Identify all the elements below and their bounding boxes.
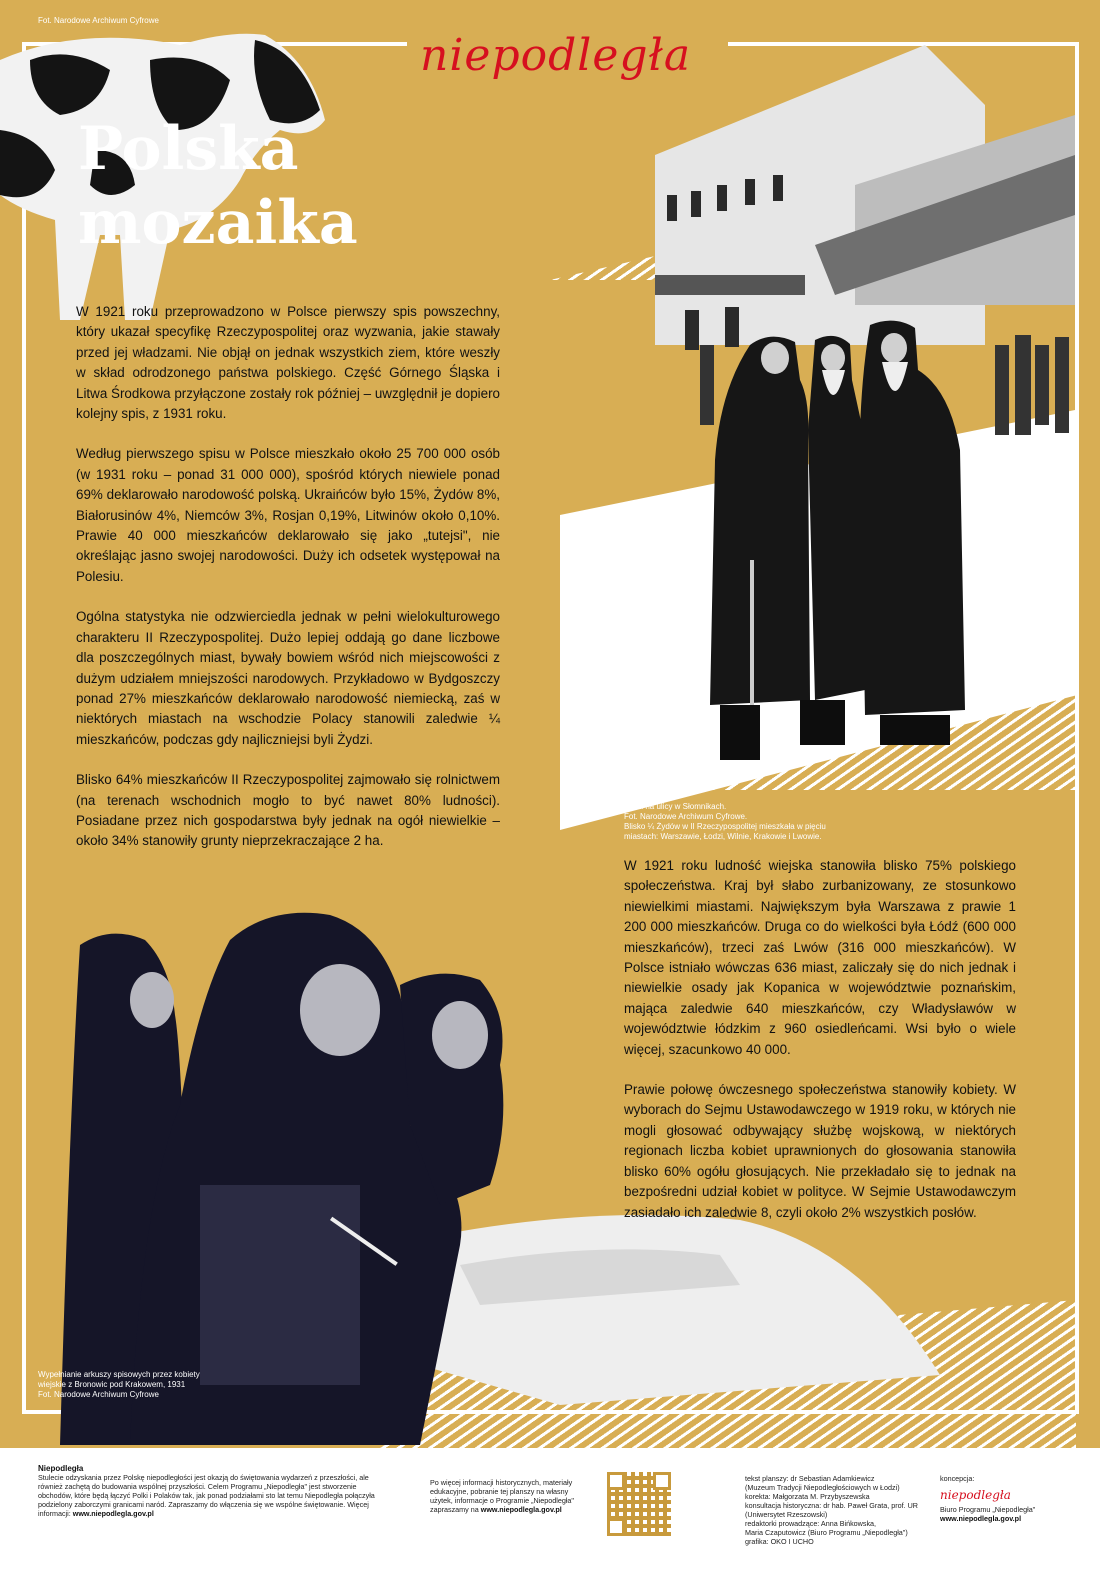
women-photo-caption <box>38 1370 200 1400</box>
footer-info-text: Po więcej informacji historycznych, materiały edukacyjne, pobranie tej planszy na własny użytek, informacje o Programie „Niepodległa" zapraszamy na <box>430 1478 574 1514</box>
qr-code-icon[interactable] <box>607 1472 671 1536</box>
men-photo <box>690 310 990 775</box>
title-line-1: Polska <box>78 114 299 184</box>
page-title <box>78 112 418 260</box>
footer-link-2[interactable]: www.niepodlegla.gov.pl <box>480 1505 562 1514</box>
caption-line: Blisko ¼ Żydów w II Rzeczypospolitej mieszkała w pięciu <box>624 822 826 831</box>
caption-line: miastach: Warszawie, Łodzi, Wilnie, Krakowie i Lwowie. <box>624 832 822 841</box>
footer-concept <box>940 1474 1080 1523</box>
footer-link-1[interactable]: www.niepodlegla.gov.pl <box>72 1509 154 1518</box>
concept-link[interactable]: www.niepodlegla.gov.pl <box>940 1514 1022 1523</box>
footer-more-label: Więcej informacji: <box>38 1500 369 1518</box>
footer-info <box>430 1478 580 1514</box>
credit-line: Maria Czaputowicz (Biuro Programu „Niepodległa") <box>745 1528 908 1537</box>
concept-label: koncepcja: <box>940 1474 975 1483</box>
caption-line: Wypełnianie arkuszy spisowych przez kobiety <box>38 1370 200 1379</box>
caption-line: Żydzi na ulicy w Słomnikach. <box>624 802 727 811</box>
caption-line: Fot. Narodowe Archiwum Cyfrowe. <box>624 812 748 821</box>
footer-credits <box>745 1474 935 1546</box>
credit-line: redaktorki prowadzące: Anna Bińkowska, <box>745 1519 877 1528</box>
caption-line: wiejskie z Bronowic pod Krakowem, 1931 <box>38 1380 186 1389</box>
caption-line: Fot. Narodowe Archiwum Cyfrowe <box>38 1390 159 1399</box>
credit-line: grafika: OKO I UCHO <box>745 1537 814 1546</box>
left-paragraph-4: Blisko 64% mieszkańców II Rzeczypospolitej zajmowało się rolnictwem (na terenach wschodnich mogło to być nawet 80% ludności). Posiadane przez nich gospodarstwa były jednak na ogół niewielkie – około 34% stanowiły grunty nieprzekraczające 2 ha. <box>76 772 500 849</box>
brand-logo: niepodległa <box>420 30 692 81</box>
men-photo-caption <box>624 802 826 842</box>
credit-line: konsultacja historyczna: dr hab. Paweł Grata, prof. UR <box>745 1501 918 1510</box>
concept-logo: niepodległa <box>940 1488 1011 1502</box>
left-paragraph-3: Ogólna statystyka nie odzwierciedla jednak w pełni wielokulturowego charakteru II Rzeczypospolitej. Dużo lepiej oddają go dane liczbowe dla poszczególnych miast, bywały bowiem wśród nich miejscowości z dużym udziałem mniejszości narodowych. Przykładowo w Bydgoszczy ponad 27% mieszkańców deklarowało narodowość niemiecką, zaś w niektórych miastach na wschodzie Polacy stanowili zaledwie ¼ mieszkańców, podczas gdy najliczniejsi byli Żydzi. <box>76 609 500 747</box>
footer <box>0 1448 1100 1572</box>
footer-about-heading: Niepodległa <box>38 1464 84 1473</box>
right-body-text <box>624 856 1016 1243</box>
right-paragraph-1: W 1921 roku ludność wiejska stanowiła blisko 75% polskiego społeczeństwa. Kraj był słabo zurbanizowany, ze stosunkowo niewielkimi miastami. Największym była Warszawa z prawie 1 200 000 mieszkańców. Druga co do wielkości była Łódź (600 000 mieszkańców), trzeci zaś Lwów (316 000 mieszkańców). W Polsce istniało wówczas 636 miast, zaliczały się do nich jednak i niewielkie osady jak Kopanica w województwie poznańskim, mająca zaledwie 640 mieszkańców, czy Władysławów w województwie łódzkim z 960 osiedleńcami. Wsi było o wiele więcej, szacunkowo 40 000. <box>624 858 1016 1057</box>
footer-about <box>38 1464 383 1518</box>
concept-org: Biuro Programu „Niepodległa" <box>940 1505 1036 1514</box>
left-paragraph-2: Według pierwszego spisu w Polsce mieszkało około 25 700 000 osób (w 1931 roku – ponad 31 000 000), spośród których niewiele ponad 69% deklarowało narodowość polską. Ukraińców było 15%, Żydów 8%, Białorusinów 4%, Niemców 3%, Rosjan 0,19%, Litwinów około 0,10%. Prawie 40 000 mieszkańców deklarowało się jako „tutejsi", nie określając jasno swojej narodowości. Duży ich odsetek występował na Polesiu. <box>76 446 500 584</box>
credit-line: tekst planszy: dr Sebastian Adamkiewicz <box>745 1474 875 1483</box>
footer-about-text: Stulecie odzyskania przez Polskę niepodległości jest okazją do świętowania wydarzeń z przeszłości, ale również zachętą do budowania wspólnej przyszłości. Celem Programu „Niepodległa" jest stworzenie obchodów, które będą łączyć Polki i Polaków tak, jak ponad podziałami sto lat temu Niepodległa połączyła podzielony zaborczymi granicami naród. Zapraszamy do włączenia się we wspólne świętowanie. <box>38 1473 375 1509</box>
credit-line: korekta: Małgorzata M. Przybyszewska <box>745 1492 870 1501</box>
credit-line: (Muzeum Tradycji Niepodległościowych w Łodzi) <box>745 1483 900 1492</box>
frame-line-right <box>1075 42 1079 1414</box>
left-paragraph-1: W 1921 roku przeprowadzono w Polsce pierwszy spis powszechny, który ukazał specyfikę Rzeczypospolitej oraz wyzwania, jakie stawały przed jej władzami. Nie objął on jednak wszystkich ziem, które weszły w skład odrodzonego państwa polskiego. Część Górnego Śląska i Litwa Środkowa przyłączone zostały rok później – uwzględnił je dopiero kolejny spis, z 1931 roku. <box>76 304 500 422</box>
left-body-text <box>76 302 500 872</box>
title-line-2: mozaika <box>78 188 358 258</box>
photo-credit-top: Fot. Narodowe Archiwum Cyfrowe <box>38 16 159 25</box>
right-paragraph-2: Prawie połowę ówczesnego społeczeństwa stanowiły kobiety. W wyborach do Sejmu Ustawodawczego w 1919 roku, w których nie mogli głosować odbywający służbę wojskową, w niektórych regionach liczba kobiet uprawnionych do głosowania stanowiła blisko 60% ogółu głosujących. Nie przekładało się to jednak na bezpośredni udział kobiet w polityce. W Sejmie Ustawodawczym zasiadało ich zaledwie 8, czyli około 2% wszystkich posłów. <box>624 1082 1016 1220</box>
credit-line: (Uniwersytet Rzeszowski) <box>745 1510 828 1519</box>
